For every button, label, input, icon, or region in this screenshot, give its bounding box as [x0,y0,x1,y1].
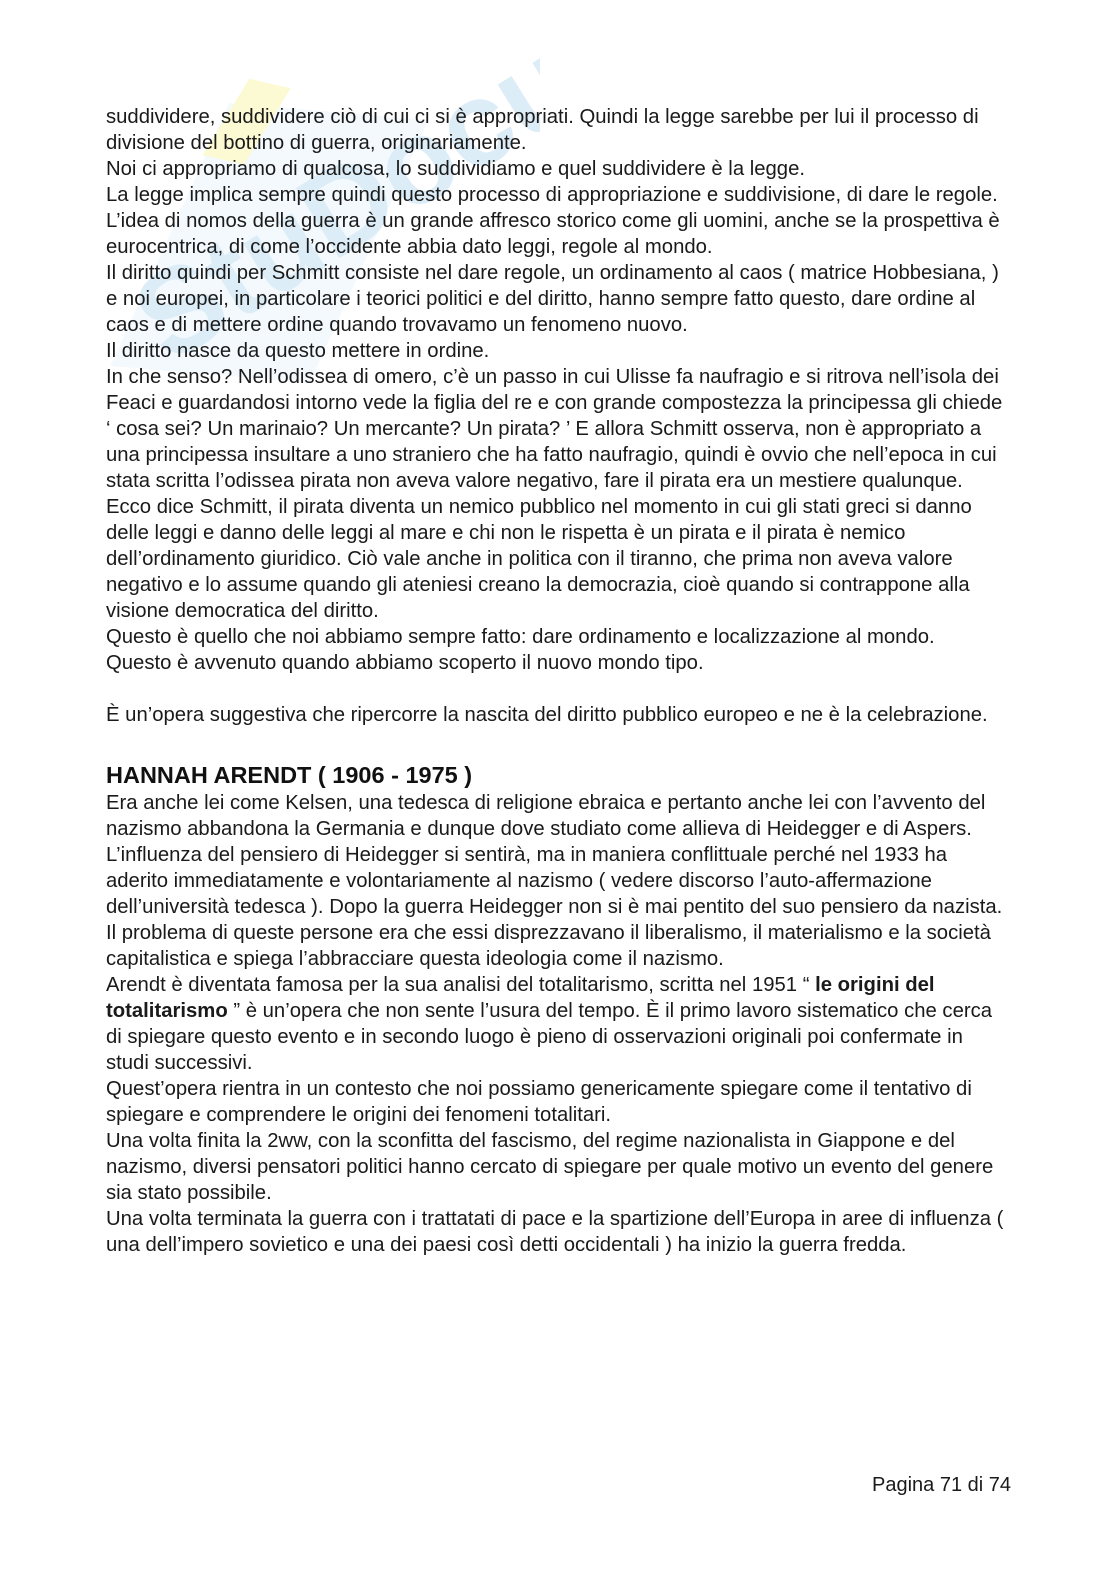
paragraph: Il diritto quindi per Schmitt consiste nel dare regole, un ordinamento al caos ( matrice Hobbesiana, ) e noi europei, in particolare i teorici politici e del diritto, hanno sempre fatto questo, dare ordine al caos e di mettere ordine quando trovavamo un fenomeno nuovo. [106,262,999,336]
paragraph: Una volta terminata la guerra con i trattatati di pace e la spartizione dell’Europa in aree di influenza ( una dell’impero sovietico e una dei paesi così detti occidentali ) ha inizio la guerra fredda. [106,1208,1004,1256]
watermark-text: StuDocu [111,40,540,387]
paragraph: Noi ci appropriamo di qualcosa, lo suddividiamo e quel suddividere è la legge. [106,158,805,180]
paragraph: Il diritto nasce da questo mettere in ordine. [106,340,490,362]
paragraph-arendt [106,972,1011,1076]
paragraph-closing: È un’opera suggestiva che ripercorre la nascita del diritto pubblico europeo e ne è la celebrazione. [106,704,988,726]
spacer [106,728,1011,760]
document-body [106,104,1011,1258]
paragraph: In che senso? Nell’odissea di omero, c’è un passo in cui Ulisse fa naufragio e si ritrova nell’isola dei Feaci e guardandosi intorno vede la figlia del re e con grande compostezza la principessa gli chiede ‘ cosa sei? Un marinaio? Un mercante? Un pirata? ’ E allora Schmitt osserva, non è appropriato a una principessa insultare a uno straniero che ha fatto naufragio, quindi è ovvio che nell’epoca in cui stata scritta l’odissea pirata non aveva valore negativo, fare il pirata era un mestiere qualunque. Ecco dice Schmitt, il pirata diventa un nemico pubblico nel momento in cui gli stati greci si danno delle leggi e danno delle leggi al mare e chi non le rispetta è un pirata e il pirata è nemico dell’ordinamento giuridico. Ciò vale anche in politica con il tiranno, che prima non aveva valore negativo e lo assume quando gli ateniesi creano la democrazia, cioè quando si contrappone alla visione democratica del diritto. [106,366,1003,622]
spacer [106,676,1011,702]
paragraph: Questo è quello che noi abbiamo sempre fatto: dare ordinamento e localizzazione al mondo. [106,626,935,648]
paragraph: Era anche lei come Kelsen, una tedesca di religione ebraica e pertanto anche lei con l’avvento del nazismo abbandona la Germania e dunque dove studiato come allieva di Heidegger e di Aspers. [106,792,986,840]
paragraph: suddividere, suddividere ciò di cui ci si è appropriati. Quindi la legge sarebbe per lui il processo di divisione del bottino di guerra, originariamente. [106,106,979,154]
paragraph: Una volta finita la 2ww, con la sconfitta del fascismo, del regime nazionalista in Giappone e del nazismo, diversi pensatori politici hanno cercato di spiegare per quale motivo un evento del genere sia stato possibile. [106,1130,994,1204]
book-title: le origini del totalitarismo [106,974,935,1022]
paragraph: L’idea di nomos della guerra è un grande affresco storico come gli uomini, anche se la prospettiva è eurocentrica, di come l’occidente abbia dato leggi, regole al mondo. [106,210,1000,258]
paragraph: Quest’opera rientra in un contesto che noi possiamo genericamente spiegare come il tentativo di spiegare e comprendere le origini dei fenomeni totalitari. [106,1078,972,1126]
text-span: ” è un’opera che non sente l’usura del tempo. È il primo lavoro sistematico che cerca di spiegare questo evento e in secondo luogo è pieno di osservazioni originali poi confermate in studi successivi. [106,1000,993,1074]
page-number: Pagina 71 di 74 [871,1474,1011,1496]
text-span: Arendt è diventata famosa per la sua analisi del totalitarismo, scritta nel 1951 “ [106,974,816,996]
section-heading: HANNAH ARENDT ( 1906 - 1975 ) [106,762,473,788]
paragraph: Questo è avvenuto quando abbiamo scoperto il nuovo mondo tipo. [106,652,704,674]
paragraph: L’influenza del pensiero di Heidegger si sentirà, ma in maniera conflittuale perché nel 1933 ha aderito immediatamente e volontariamente al nazismo ( vedere discorso l’auto-affermazione dell’università tedesca ). Dopo la guerra Heidegger non si è mai pentito del suo pensiero da nazista. Il problema di queste persone era che essi disprezzavano il liberalismo, il materialismo e la società capitalistica e spiega l’abbracciare questa ideologia come il nazismo. [106,844,1003,970]
paragraph: La legge implica sempre quindi questo processo di appropriazione e suddivisione, di dare le regole. [106,184,998,206]
